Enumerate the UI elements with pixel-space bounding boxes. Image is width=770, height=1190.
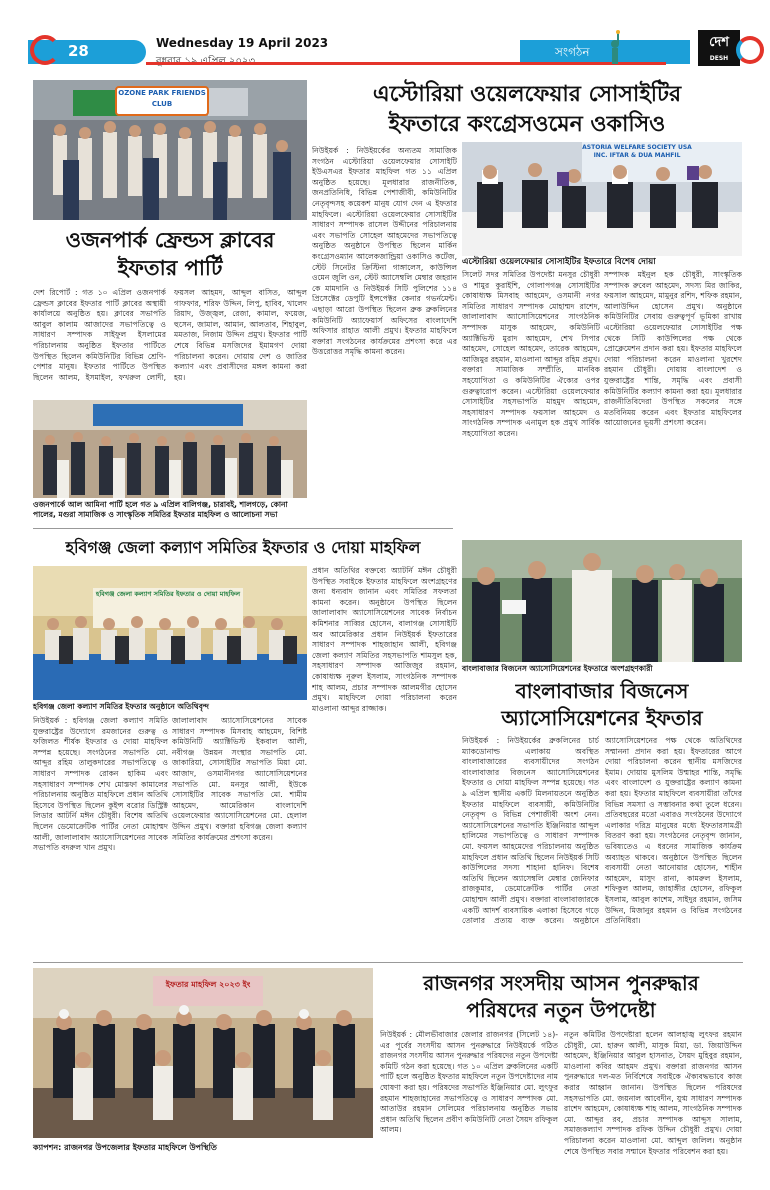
- ozone-photo2-caption: ওজনপার্কে আল আমিনা পার্টি হলে গত ৯ এপ্রিল বালিগঞ্জ, চারাবই, শালগড়ে, কোনা পালের, মগুরা সামাজিক ও সাংস্কৃতিক সমিতির ইফতার মাহফিল ও আলোচনা সভা: [33, 500, 288, 519]
- banglabazar-headline-line2: অ্যাসোসিয়েশনের ইফতার: [501, 706, 703, 730]
- header-circle-icon: [30, 35, 60, 65]
- habiganj-body-col-right: প্রধান অতিথির বক্তব্যে অ্যাটর্নি মঈন চৌধুরী উপস্থিত সবাইকে ইফতার মাহফিলে অংশগ্রহণের জন্য ধন্যবাদ জানান এবং সমিতির সফলতা কামনা করেন। অনুষ্ঠানে উপস্থিত ছিলেন জালালাবাদ অ্যাসোসিয়েশনের সাবেক নির্বাচন কমিশনার সাব্বির হোসেন, বালাগঞ্জ সোসাইটি অব আমেরিকার প্রধান নিউইয়র্ক ইফতারের সাধারণ সম্পাদক শাহজাহান আলী, হবিগঞ্জ জেলা কল্যাণ সমিতির সহসভাপতি শামসুল হক, সহসাধারণ সম্পাদক আজিজুর রহমান, কোষাধ্যক্ষ নূরুল ইসলাম, সাংগঠনিক সম্পাদক শাহ আলম, প্রচার সম্পাদক আলমগীর হোসেন প্রমুখ। মাহফিলে দোয়া পরিচালনা করেন মাওলানা আব্দুর রাজ্জাক।: [312, 566, 457, 713]
- astoria-body-col3: সম্পাদক মইনুল হক চৌধুরী, সাংস্কৃতিক সম্পাদক রুবেল আহমেদ, সদস্য মির জাকির, ফয়সাল আহমেদ, মামুনুর রশিদ, শফিক রহমান, আলাউদ্দিন হোসেন প্রমুখ। অনুষ্ঠানে কমিউনিটির সেবায় গুরুত্বপূর্ণ ভূমিকা রাখায় এস্টোরিয়া ওয়েলফেয়ার সোসাইটির পক্ষ থেকে সিটি কাউন্সিলের পক্ষ থেকে প্রোক্লেমেশন প্রদান করা হয়। ইফতার মাহফিলে দোয়া পরিচালনা করেন মাওলানা খুরশেদ রহমান চৌধুরী। দোয়ায় বাংলাদেশ ও যুক্তরাষ্ট্রের শান্তি, সমৃদ্ধি এবং প্রবাসী কমিউনিটির কল্যাণ কামনা করা হয়। মূলধারার রাজনীতিবিদেরা উপস্থিত সকলের সঙ্গে মতবিনিময় করেন এবং ইফতার মাহফিলের আয়োজনের ভূয়সী প্রশংসা করেন।: [604, 270, 742, 428]
- banglabazar-body: নিউইয়র্ক : নিউইয়র্কের ব্রুকলিনের চার্চ ম্যাকডোনাল্ড এলাকায় অবস্থিত বাংলাবাজারের ব্যবসায়ীদের সংগঠন বাংলাবাজার বিজনেস অ্যাসোসিয়েশনের ইফতার ও দোয়া মাহফিল সম্পন্ন হয়েছে। গত ৯ এপ্রিল স্থানীয় একটি মিলনায়তনে অনুষ্ঠিত ইফতার মাহফিলে ব্যবসায়ী, কমিউনিটির নেতৃবৃন্দ ও বিভিন্ন পেশাজীবী অংশ নেন। অ্যাসোসিয়েশনের সভাপতি ইঞ্জিনিয়ার আব্দুল হালিমের সভাপতিত্বে ও সাধারণ সম্পাদক মো. ফয়সল আহমেদের পরিচালনায় অনুষ্ঠিত মাহফিলে প্রধান অতিথি ছিলেন নিউইয়র্ক সিটি কাউন্সিলের সদস্য শাহানা হানিফ। বিশেষ অতিথি ছিলেন অ্যাসেম্বলি মেম্বার জেনিফার রাজকুমার, ডেমোক্রেটিক পার্টির নেতা মোহাম্মদ আলী প্রমুখ। বক্তারা বাংলাবাজারকে একটি আদর্শ ব্যবসায়িক এলাকা হিসেবে গড়ে তোলার প্রত্যয় ব্যক্ত করেন। অনুষ্ঠানে অ্যাসোসিয়েশনের পক্ষ থেকে অতিথিদের সম্মাননা প্রদান করা হয়। ইফতারের আগে দোয়া পরিচালনা করেন স্থানীয় মসজিদের ইমাম। দোয়ায় মুসলিম উম্মাহর শান্তি, সমৃদ্ধি এবং বাংলাদেশ ও যুক্তরাষ্ট্রের কল্যাণ কামনা করা হয়। ইফতার মাহফিলে ব্যবসায়ীরা তাঁদের বিভিন্ন সমস্যা ও সম্ভাবনার কথা তুলে ধরেন। প্রতিবছরের মতো এবারও সংগঠনের উদ্যোগে এলাকার দরিদ্র মানুষের মধ্যে ইফতারসামগ্রী বিতরণ করা হয়। সংগঠনের নেতৃবৃন্দ জানান, ভবিষ্যতেও এ ধরনের সামাজিক কার্যক্রম অব্যাহত থাকবে। অনুষ্ঠানে উপস্থিত ছিলেন ব্যবসায়ী নেতা আনোয়ার হোসেন, শাহীন আহমেদ, মাসুদ রানা, কামরুল ইসলাম, শফিকুল আলম, জাহাঙ্গীর হোসেন, রফিকুল ইসলাম, আবুল কাশেম, সাইদুর রহমান, জসিম উদ্দিন, মিজানুর রহমান ও বিভিন্ন সংগঠনের প্রতিনিধিরা।: [462, 736, 742, 926]
- ozone-headline-line1: ওজনপার্ক ফ্রেন্ডস ক্লাবের: [65, 228, 275, 252]
- astoria-banner: ASTORIA WELFARE SOCIETY USA INC. IFTAR & DUA MAHFIL: [582, 144, 692, 159]
- divider: [33, 962, 743, 963]
- ozone-park-photo-2: [33, 400, 307, 498]
- header-circle-icon-right: [736, 36, 764, 64]
- astoria-headline-line1: এস্টোরিয়া ওয়েলফেয়ার সোসাইটির: [372, 82, 682, 107]
- astoria-body-col2: সিলেট সদর সমিতির উপদেষ্টা মনসুর চৌধুরী ও শামুর কুরাইশি, গোলাপগঞ্জ সোসাইটির কোষাধ্যক্ষ মিসবাহ আহমেদ, ওসমানী নগর সমিতির সাধারণ সম্পাদক মোহাম্মদ রাশেদ, জালালাবাদ অ্যাসোসিয়েশনের সাংগঠনিক সম্পাদক মাসুক আহমেদ, কমিউনিটি অ্যাক্টিভিস্ট মুরাদ আহমেদ, শেখ সিপার আহমেদ, সোহেল আহমেদ, তারেক আহমেদ, আজিমুর রহমান, মাওলানা আব্দুর রহিম প্রমুখ। বক্তারা সামাজিক সম্প্রীতি, মানবিক সহযোগিতা ও কমিউনিটির ঐক্যের ওপর গুরুত্বারোপ করেন। এস্টোরিয়া ওয়েলফেয়ার সোসাইটির সহসভাপতি মাহমুদ আহমেদ, সহসাধারণ সম্পাদক ফয়সাল আহমেদ ও সাংগঠনিক সম্পাদক এনামুল হক প্রমুখ সার্বিক সহযোগিতা করেন।: [462, 270, 600, 438]
- banglabazar-photo-caption: বাংলাবাজার বিজনেস অ্যাসোসিয়েশনের ইফতারে অংশগ্রহণকারী: [462, 664, 653, 673]
- rajnagar-banner: ইফতার মাহফিল ২০২৩ ইং: [165, 980, 251, 989]
- page-number: 28: [68, 42, 89, 60]
- astoria-headline: [312, 80, 742, 140]
- rajnagar-headline-line1: রাজনগর সংসদীয় আসন পুনরুদ্ধার: [423, 971, 699, 995]
- rajnagar-body-col-b: নতুন কমিটির উপদেষ্টারা হলেন আলহাজ্ব লুৎফর রহমান চৌধুরী, মো. হারুন আলী, মাসুক মিয়া, ডা. জিয়াউদ্দিন আহমেদ, ইঞ্জিনিয়ার আবুল হাসনাত, সৈয়দ মুহিবুর রহমান, মাওলানা কবির আহমদ প্রমুখ। বক্তারা রাজনগর আসন পুনরুদ্ধারে দল-মত নির্বিশেষে সবাইকে ঐক্যবদ্ধভাবে কাজ করার আহ্বান জানান। উপস্থিত ছিলেন পরিষদের সহসভাপতি মো. জয়নাল আবেদীন, যুগ্ম সাধারণ সম্পাদক রাশেদ আহমেদ, কোষাধ্যক্ষ শাহ আলম, সাংগঠনিক সম্পাদক মো. আব্দুর রব, প্রচার সম্পাদক আব্দুস সালাম, সমাজকল্যাণ সম্পাদক রফিক উদ্দিন চৌধুরী প্রমুখ। দোয়া পরিচালনা করেন মাওলানা মো. আব্দুল জলিল। অনুষ্ঠান শেষে উপস্থিত সবার সম্মানে ইফতার পরিবেশন করা হয়।: [564, 1030, 742, 1156]
- logo: [698, 30, 740, 66]
- ozone-club-banner: OZONE PARK FRIENDS CLUB: [115, 86, 209, 116]
- habiganj-body-col-a: নিউইয়র্ক : হবিগঞ্জ জেলা কল্যাণ সমিতি যুক্তরাষ্ট্রের উদ্যোগে রমজানের গুরুত্ব ও ফজিলত শীর্ষক ইফতার ও দোয়া মাহফিল সম্পন্ন হয়েছে। সংগঠনের সভাপতি মো. আব্দুর রহিম তালুকদারের সভাপতিত্বে ও সাধারণ সম্পাদক রোকন হাকিম এবং সহসাধারণ সম্পাদক শেখ মোস্তফা কামালের পরিচালনায় অনুষ্ঠিত মাহফিলে প্রধান অতিথি হিসেবে উপস্থিত ছিলেন কুইন্স বরোর ডিস্ট্রিক্ট লিডার আটর্নি মঈন চৌধুরী। বিশেষ অতিথি ছিলেন ডেমোক্রেটিক পার্টির নেতা মোহাম্মদ আলী, জালালাবাদ অ্যাসোসিয়েশনের সাবেক সভাপতি বদরুল খান প্রমুখ।: [33, 716, 168, 853]
- ozone-headline-line2: ইফতার পার্টি: [117, 256, 223, 280]
- astoria-photo: [462, 142, 742, 256]
- rajnagar-headline-line2: পরিষদের নতুন উপদেষ্টা: [466, 998, 656, 1022]
- rajnagar-headline: [380, 970, 742, 1024]
- header-right-bar: [520, 40, 690, 64]
- banglabazar-headline: [462, 678, 742, 732]
- page-header: [0, 0, 770, 78]
- habiganj-photo-caption: হবিগঞ্জ জেলা কল্যাণ সমিতির ইফতার অনুষ্ঠানে অতিথিবৃন্দ: [33, 702, 209, 711]
- banglabazar-headline-line1: বাংলাবাজার বিজনেস: [515, 679, 689, 703]
- rajnagar-photo-caption: ক্যাপশন: রাজনগর উপজেলার ইফতার মাহফিলে উপস্থিতি: [33, 1143, 217, 1152]
- rajnagar-photo: [33, 968, 373, 1138]
- rajnagar-body-col-a: নিউইয়র্ক : মৌলভীবাজার জেলার রাজনগর (সিলেট ১৪)-এর পূর্বের সংসদীয় আসন পুনরুদ্ধারে নিউইয়র্কে গঠিত রাজনগর সংসদীয় আসন পুনরুদ্ধার পরিষদের নতুন উপদেষ্টা কমিটি গঠন করা হয়েছে। গত ১০ এপ্রিল ব্রুকলিনের একটি পার্টি হলে অনুষ্ঠিত ইফতার মাহফিলে নতুন উপদেষ্টাদের নাম ঘোষণা করা হয়। পরিষদের সভাপতি ইঞ্জিনিয়ার মো. লুৎফুর রহমান শাহজাহানের সভাপতিত্বে ও সাধারণ সম্পাদক মো. আতাউর রহমান সেলিমের পরিচালনায় অনুষ্ঠিত সভায় প্রধান অতিথি ছিলেন প্রবীণ কমিউনিটি নেতা সৈয়দ রফিকুল আলম।: [380, 1030, 558, 1135]
- logo-text: দেশ: [709, 35, 729, 50]
- habiganj-photo: [33, 566, 307, 700]
- divider: [33, 528, 453, 529]
- astoria-body-col1: নিউইয়র্ক : নিউইয়র্কের অন্যতম সামাজিক সংগঠন এস্টোরিয়া ওয়েলফেয়ার সোসাইটি ইউএসএর ইফতার মাহফিল গত ১১ এপ্রিল অনুষ্ঠিত হয়েছে। মূলধারার রাজনীতিক, জনপ্রতিনিধি, বিভিন্ন পেশাজীবী, কমিউনিটির নেতৃবৃন্দসহ কয়েকশ মানুষ যোগ দেন এ ইফতার মাহফিলে। এস্টোরিয়া ওয়েলফেয়ার সোসাইটির সাধারণ সম্পাদক রাসেল উদ্দীনের পরিচালনায় এবং সভাপতি সোহেল আহমেদের সভাপতিত্বে অনুষ্ঠিত অনুষ্ঠানে উপস্থিত ছিলেন মার্কিন কংগ্রেসওম্যান আলেকজান্ড্রিয়া ওকাসিও কর্টেজ, স্টেট সিনেটর ক্রিস্টিনা গাঙ্গালেস, কাউন্সিল ওমেন জুলি ওন, স্টেট অ্যাসেম্বলি মেম্বার জহরান কে মামদানি ও নিউইয়র্ক সিটি পুলিশের ১১৪ প্রিসেক্টের ডেপুটি ইন্সপেক্টর কেনার গভর্নমেন্ট। এছাড়া আরো উপস্থিত ছিলেন ব্রুক ব্রুকলিনের কমিউনিটি অ্যাফেয়ার্স অফিসের বাংলাদেশি অফিসার রাহাত আলী প্রমুখ। ইফতার মাহফিলে বক্তারা সংগঠনের কার্যক্রমের প্রশংসা করে এর উত্তরোত্তর সমৃদ্ধি কামনা করেন।: [312, 146, 457, 357]
- astoria-photo-caption: এস্টোরিয়া ওয়েলফেয়ার সোসাইটির ইফতারে বিশেষ দোয়া: [462, 257, 656, 267]
- date-english: Wednesday 19 April 2023: [156, 36, 329, 50]
- logo-subtext: DESH: [709, 55, 729, 62]
- header-stripe: [146, 62, 666, 65]
- ozone-park-photo: [33, 80, 307, 220]
- ozone-headline: [33, 226, 307, 282]
- section-name: সংগঠন: [555, 45, 590, 59]
- banglabazar-photo: [462, 540, 742, 662]
- astoria-headline-line2: ইফতারে কংগ্রেসওমেন ওকাসিও: [388, 112, 666, 137]
- habiganj-body-col-b: জালালাবাদ অ্যাসোসিয়েশনের সাবেক সাধারণ সম্পাদক মিসবাহ আহমেদ, বিশিষ্ট কমিউনিটি অ্যাক্টিভিস্ট ইকবাল আলী, নবীগঞ্জ উন্নয়ন সংস্থার সভাপতি মো. জাকারিয়া, সোসাইটির সভাপতি মিয়া মো. আজাদ, ওসমানীনগর অ্যাসোসিয়েশনের সভাপতি মো. মনসুর আলী, ইউকে সোসাইটির সাবেক সভাপতি মো. শামীম আহমেদ, আমেরিকান বাংলাদেশি ওয়েলফেয়ার অ্যাসোসিয়েশনের মো. হেলাল উদ্দিন প্রমুখ। বক্তারা হবিগঞ্জ জেলা কল্যাণ সমিতির কার্যক্রমের প্রশংসা করেন।: [172, 716, 307, 842]
- habiganj-banner: হবিগঞ্জ জেলা কল্যাণ সমিতির ইফতার ও দোয়া মাহফিল: [95, 590, 241, 598]
- statue-of-liberty-icon: [608, 30, 622, 64]
- habiganj-headline: হবিগঞ্জ জেলা কল্যাণ সমিতির ইফতার ও দোয়া মাহফিল: [65, 538, 421, 557]
- ozone-article-body: দেশ রিপোর্ট : গত ১০ এপ্রিল ওজনপার্ক ফ্রেন্ডস ক্লাবের ইফতার পার্টি ক্লাবের অস্থায়ী কার্যালয়ে অনুষ্ঠিত হয়। ক্লাবের সভাপতি আবুল কালাম আজাদের সভাপতিত্বে ও সাধারণ সম্পাদক সাইফুল ইসলামের পরিচালনায় অনুষ্ঠিত ইফতার পার্টিতে উপস্থিত ছিলেন কমিউনিটির বিভিন্ন শ্রেণি-পেশার মানুষ। ইফতার পার্টিতে উপস্থিত ছিলেন আলম, ইসমাইল, ফখরুল লোদী, ফয়সল আহমদ, আব্দুল বাসিত, আব্দুল গাফফার, শরিফ উদ্দিন, লিপু, হাবিব, খালেদ রিয়াদ, উজ্জ্বল, রেজা, কামাল, ফয়েজ, হুসেন, জামাল, আমান, আলতাব, শিহাবুল, মমতাজ, নিজাম উদ্দিন প্রমুখ। ইফতার পার্টি শেষে বিভিন্ন মসজিদের ইমামগণ দোয়া পরিচালনা করেন। দোয়ায় দেশ ও জাতির কল্যাণ এবং প্রবাসীদের মঙ্গল কামনা করা হয়।: [33, 288, 307, 382]
